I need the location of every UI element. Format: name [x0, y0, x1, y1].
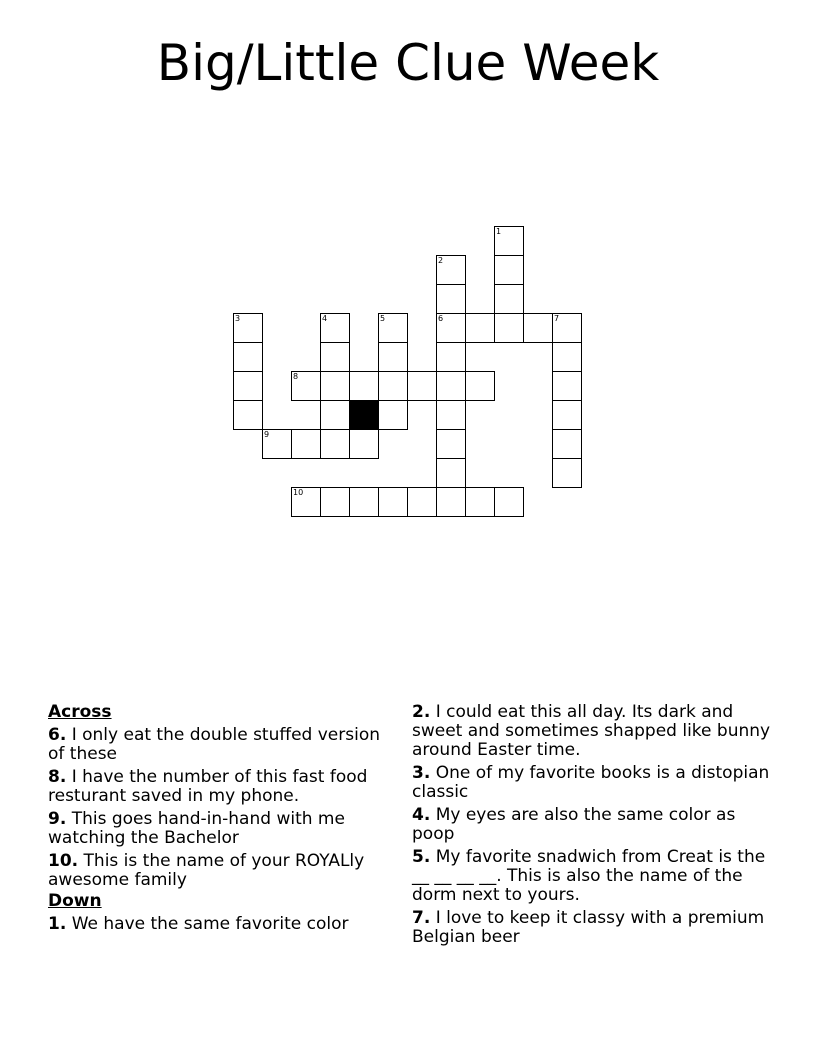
clue-number: 10.: [48, 851, 79, 871]
clue-number: 4.: [412, 805, 431, 825]
grid-cell[interactable]: [552, 342, 582, 372]
grid-cell[interactable]: [436, 342, 466, 372]
grid-cell[interactable]: [436, 458, 466, 488]
clue-down-4: [412, 806, 772, 844]
clue-text: My favorite snadwich from Creat is the __ __ __ __. This is also the name of the dorm next to yours.: [412, 847, 766, 905]
clue-across-10: [48, 852, 398, 890]
grid-cell[interactable]: [523, 313, 553, 343]
clue-text: My eyes are also the same color as poop: [412, 805, 736, 844]
grid-cell[interactable]: [320, 371, 350, 401]
grid-cell[interactable]: [291, 487, 321, 517]
clue-number: 7.: [412, 908, 431, 928]
grid-cell[interactable]: [436, 371, 466, 401]
clue-across-8: [48, 768, 398, 806]
grid-cell[interactable]: [378, 371, 408, 401]
clue-down-7: [412, 909, 772, 947]
clue-down-5: [412, 848, 772, 905]
grid-cell[interactable]: [552, 400, 582, 430]
grid-cell[interactable]: [494, 487, 524, 517]
clue-text: I only eat the double stuffed version of these: [48, 725, 381, 764]
clue-text: This is the name of your ROYALly awesome family: [48, 851, 365, 890]
clue-text: We have the same favorite color: [71, 914, 349, 934]
grid-cell[interactable]: [262, 429, 292, 459]
grid-cell[interactable]: [436, 400, 466, 430]
grid-cell[interactable]: [233, 400, 263, 430]
grid-cell[interactable]: [436, 313, 466, 343]
grid-cell[interactable]: [378, 342, 408, 372]
grid-cell[interactable]: [494, 226, 524, 256]
clue-down-2: [412, 703, 772, 760]
grid-cell[interactable]: [233, 342, 263, 372]
grid-cell[interactable]: [349, 487, 379, 517]
clue-number-label: 8: [293, 372, 299, 381]
clue-number-label: 6: [438, 314, 444, 323]
clue-across-9: [48, 810, 398, 848]
clue-text: I love to keep it classy with a premium Belgian beer: [412, 908, 765, 947]
grid-cell[interactable]: [233, 371, 263, 401]
grid-cell[interactable]: [465, 371, 495, 401]
down-heading: Down: [48, 891, 102, 911]
grid-cell[interactable]: [436, 255, 466, 285]
clue-number-label: 10: [293, 488, 304, 497]
grid-cell[interactable]: [320, 313, 350, 343]
clue-text: I could eat this all day. Its dark and sweet and sometimes shapped like bunny around Easter time.: [412, 702, 771, 760]
clue-number-label: 7: [554, 314, 560, 323]
clue-number: 2.: [412, 702, 431, 722]
clue-number: 8.: [48, 767, 67, 787]
grid-cell[interactable]: [320, 342, 350, 372]
clue-text: One of my favorite books is a distopian classic: [412, 763, 770, 802]
clue-number-label: 4: [322, 314, 328, 323]
clue-number-label: 2: [438, 256, 444, 265]
clues-column-right: [412, 703, 772, 951]
grid-cell[interactable]: [494, 284, 524, 314]
grid-cell[interactable]: [494, 255, 524, 285]
grid-cell[interactable]: [465, 313, 495, 343]
grid-cell[interactable]: [552, 429, 582, 459]
clue-number-label: 1: [496, 227, 502, 236]
clue-down-1: [48, 915, 398, 934]
grid-cell[interactable]: [378, 313, 408, 343]
clue-number: 6.: [48, 725, 67, 745]
grid-cell[interactable]: [407, 487, 437, 517]
clue-down-3: [412, 764, 772, 802]
clue-across-6: [48, 726, 398, 764]
grid-cell[interactable]: [291, 371, 321, 401]
grid-cell[interactable]: [552, 458, 582, 488]
grid-cell[interactable]: [320, 400, 350, 430]
clue-text: I have the number of this fast food resturant saved in my phone.: [48, 767, 368, 806]
across-heading: Across: [48, 702, 112, 722]
clues-column-left: [48, 703, 398, 938]
grid-cell[interactable]: [349, 429, 379, 459]
puzzle-title: Big/Little Clue Week: [156, 34, 660, 92]
grid-cell[interactable]: [291, 429, 321, 459]
grid-block: [349, 400, 379, 430]
clue-number-label: 5: [380, 314, 386, 323]
grid-cell[interactable]: [233, 313, 263, 343]
grid-cell[interactable]: [378, 400, 408, 430]
clue-number: 3.: [412, 763, 431, 783]
clue-number: 9.: [48, 809, 67, 829]
grid-cell[interactable]: [320, 487, 350, 517]
clue-text: This goes hand-in-hand with me watching the Bachelor: [48, 809, 345, 848]
clue-number-label: 3: [235, 314, 241, 323]
clue-number: 5.: [412, 847, 431, 867]
grid-cell[interactable]: [552, 371, 582, 401]
grid-cell[interactable]: [436, 284, 466, 314]
grid-cell[interactable]: [465, 487, 495, 517]
grid-cell[interactable]: [349, 371, 379, 401]
grid-cell[interactable]: [378, 487, 408, 517]
grid-cell[interactable]: [320, 429, 350, 459]
grid-cell[interactable]: [436, 429, 466, 459]
grid-cell[interactable]: [407, 371, 437, 401]
grid-cell[interactable]: [552, 313, 582, 343]
grid-cell[interactable]: [436, 487, 466, 517]
clue-number: 1.: [48, 914, 67, 934]
grid-cell[interactable]: [494, 313, 524, 343]
clue-number-label: 9: [264, 430, 270, 439]
